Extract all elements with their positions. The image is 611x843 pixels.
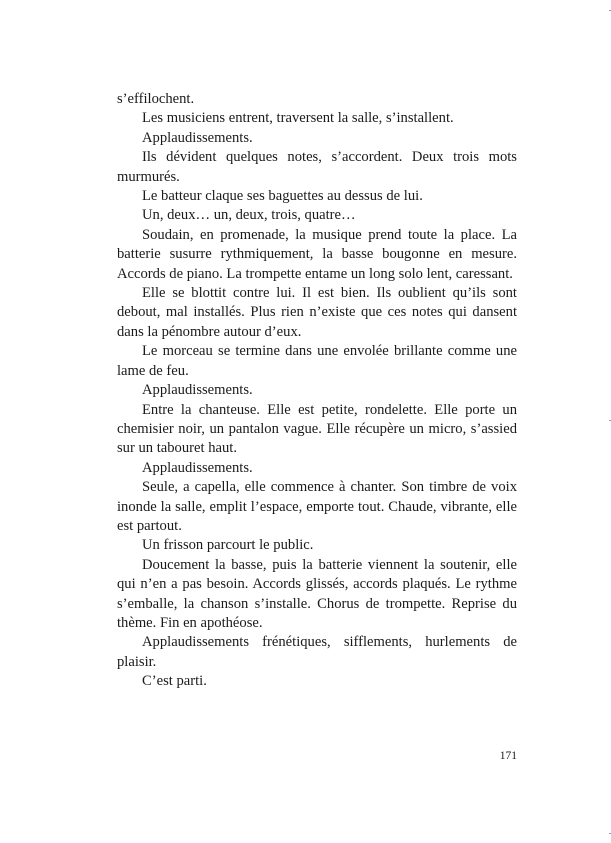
paragraph: Applaudissements. bbox=[142, 382, 253, 399]
page-number: 171 bbox=[499, 750, 517, 762]
paragraph: Applaudissements. bbox=[142, 129, 253, 146]
paragraph: Applaudissements frénétiques, sifflements, hurlements de plaisir. bbox=[117, 634, 517, 670]
paragraph: s’effilochent. bbox=[117, 91, 195, 107]
paragraph: Un, deux… un, deux, trois, quatre… bbox=[142, 207, 356, 224]
paragraph: Un frisson parcourt le public. bbox=[142, 537, 314, 554]
paragraph: Seule, a capella, elle commence à chanter. Son timbre de voix inonde la salle, emplit l’espace, emporte tout. Chaude, vibrante, elle est partout. bbox=[117, 479, 517, 534]
paragraph: Elle se blottit contre lui. Il est bien. Ils oublient qu’ils sont debout, mal installés. Plus rien n’existe que ces notes qui dansent dans la pénombre autour d’eux. bbox=[117, 285, 517, 340]
paragraph: Entre la chanteuse. Elle est petite, rondelette. Elle porte un chemisier noir, un pantalon vague. Elle récupère un micro, s’assied sur un tabouret haut. bbox=[117, 401, 517, 457]
paragraph: Le morceau se termine dans une envolée brillante comme une lame de feu. bbox=[117, 343, 517, 379]
paragraph: Ils dévident quelques notes, s’accordent. Deux trois mots murmurés. bbox=[117, 149, 517, 185]
paragraph: Applaudissements. bbox=[142, 459, 253, 476]
paragraph: Doucement la basse, puis la batterie viennent la soutenir, elle qui n’en a pas besoin. Accords glissés, accords plaqués. Le rythme s’emballe, la chanson s’installe. Chorus de trompette. Reprise du thème. Fin en apothéose. bbox=[117, 556, 517, 631]
paragraph: Les musiciens entrent, traversent la salle, s’installent. bbox=[142, 110, 454, 127]
paragraph: Soudain, en promenade, la musique prend toute la place. La batterie susurre rythmiquement, la basse bougonne en mesure. Accords de piano. La trompette entame un long solo lent, caressant. bbox=[117, 226, 517, 282]
body-text bbox=[117, 90, 517, 692]
paragraph: Le batteur claque ses baguettes au dessus de lui. bbox=[142, 188, 423, 205]
paragraph: C’est parti. bbox=[142, 673, 207, 690]
